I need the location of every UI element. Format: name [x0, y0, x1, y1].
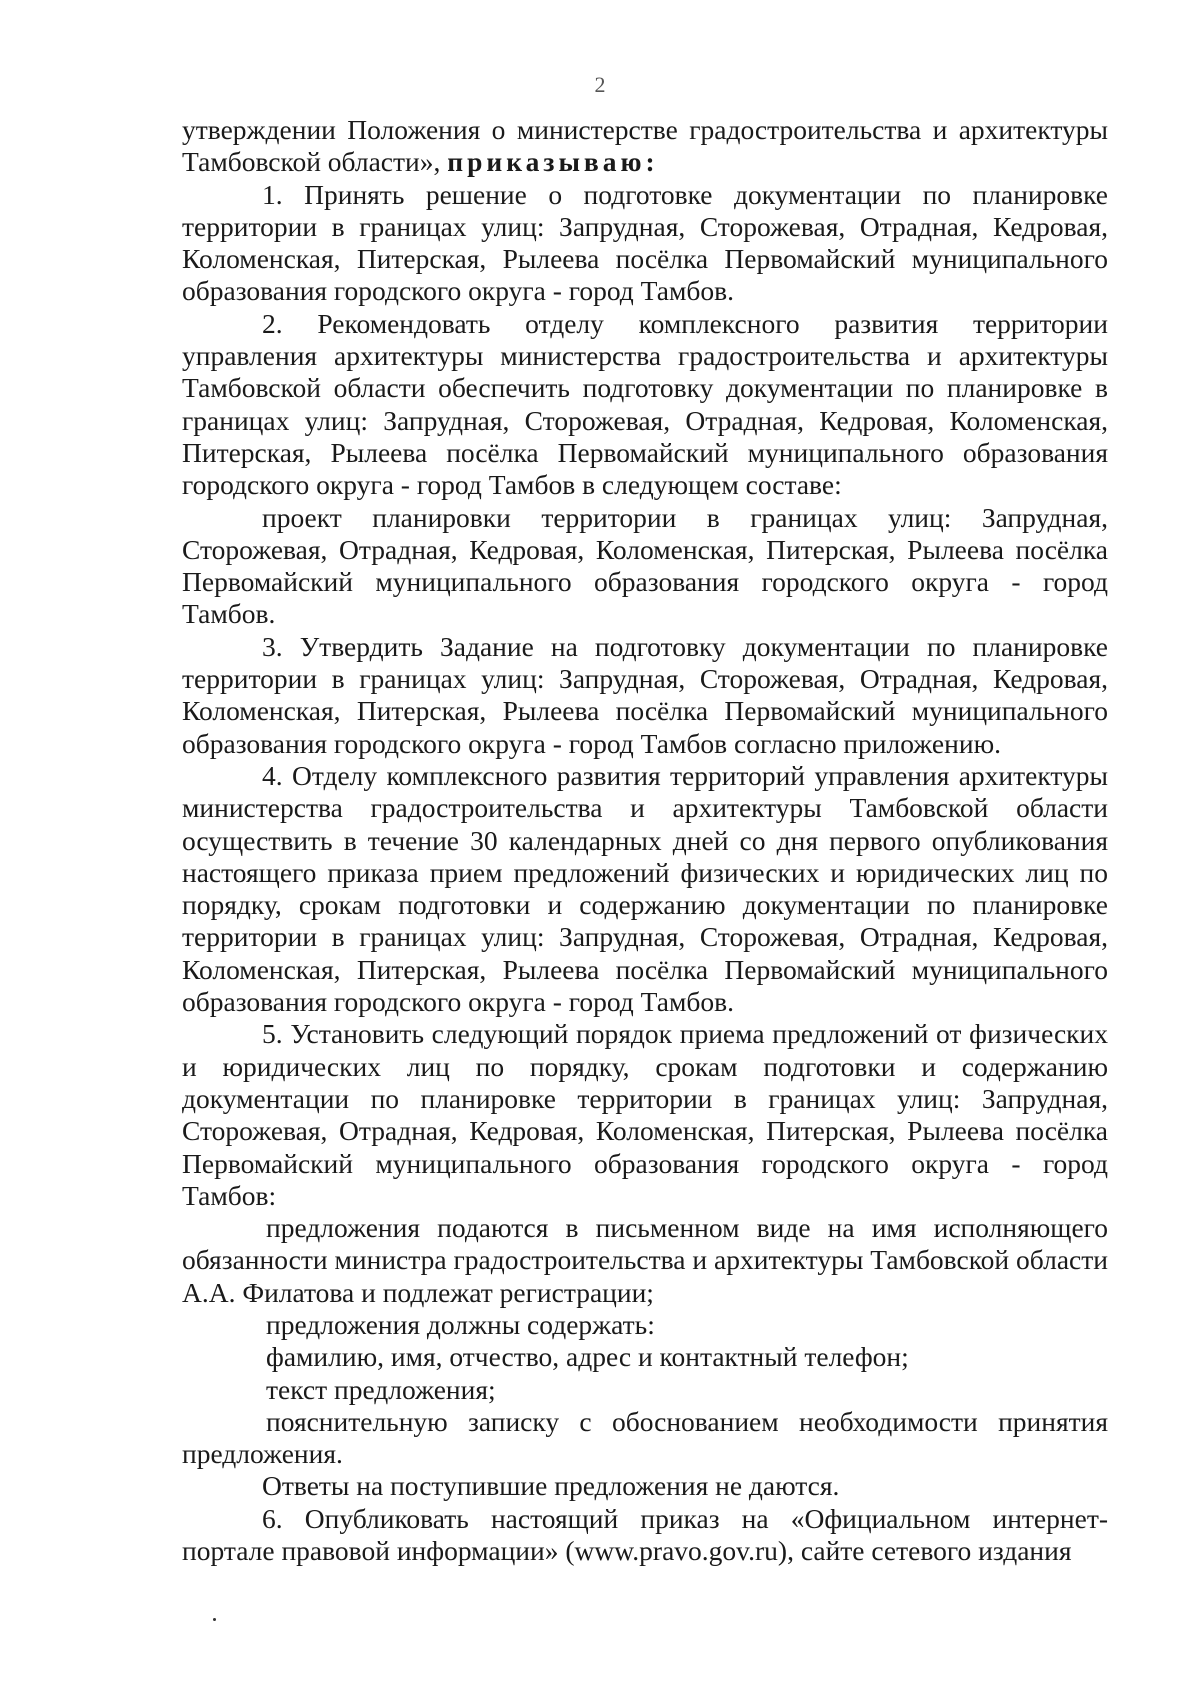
intro-text: утверждении Положения о министерстве градостроительства и архитектуры Тамбовской области»,	[182, 114, 1108, 178]
paragraph-1: 1. Принять решение о подготовке документации по планировке территории в границах улиц: Запрудная, Сторожевая, Отрадная, Кедровая, Коломенская, Питерская, Рылеева посёлка Первомайский муниципального образования городского округа - город Тамбов.	[182, 178, 1108, 307]
paragraph-6: 6. Опубликовать настоящий приказ на «Официальном интернет-портале правовой информации» (www.pravo.gov.ru), сайте сетевого издания	[182, 1502, 1108, 1567]
paragraph-5-contents-text: текст предложения;	[266, 1373, 496, 1405]
scan-dot	[213, 1618, 216, 1621]
page-number: 2	[594, 72, 606, 97]
paragraph-2: 2. Рекомендовать отделу комплексного развития территории управления архитектуры министерства градостроительства и архитектуры Тамбовской области обеспечить подготовку документации по планировке в границах улиц: Запрудная, Сторожевая, Отрадная, Кедровая, Коломенская, Питерская, Рылеева посёлка Первомайский муниципального образования городского округа - город Тамбов в следующем составе:	[182, 307, 1108, 501]
document-body	[182, 114, 1108, 1567]
intro-paragraph	[182, 114, 1108, 179]
order-word: приказываю:	[447, 146, 659, 178]
paragraph-5-submission: предложения подаются в письменном виде на имя исполняющего обязанности министра градостроительства и архитектуры Тамбовской области А.А. Филатова и подлежат регистрации;	[182, 1212, 1108, 1308]
paragraph-5-contents: предложения должны содержать:	[266, 1308, 655, 1340]
paragraph-2-composition: проект планировки территории в границах улиц: Запрудная, Сторожевая, Отрадная, Кедровая, Коломенская, Питерская, Рылеева посёлка Первомайский муниципального образования городского округа - город Тамбов.	[182, 501, 1108, 630]
paragraph-5-responses: Ответы на поступившие предложения не даются.	[262, 1470, 840, 1502]
paragraph-5-contents-note: пояснительную записку с обоснованием необходимости принятия предложения.	[182, 1405, 1108, 1470]
paragraph-4: 4. Отделу комплексного развития территорий управления архитектуры министерства градостроительства и архитектуры Тамбовской области осуществить в течение 30 календарных дней со дня первого опубликования настоящего приказа прием предложений физических и юридических лиц по порядку, срокам подготовки и содержанию документации по планировке территории в границах улиц: Запрудная, Сторожевая, Отрадная, Кедровая, Коломенская, Питерская, Рылеева посёлка Первомайский муниципального образования городского округа - город Тамбов.	[182, 759, 1108, 1018]
paragraph-5: 5. Установить следующий порядок приема предложений от физических и юридических лиц по порядку, срокам подготовки и содержанию документации по планировке территории в границах улиц: Запрудная, Сторожевая, Отрадная, Кедровая, Коломенская, Питерская, Рылеева посёлка Первомайский муниципального образования городского округа - город Тамбов:	[182, 1018, 1108, 1211]
paragraph-3: 3. Утвердить Задание на подготовку документации по планировке территории в границах улиц: Запрудная, Сторожевая, Отрадная, Кедровая, Коломенская, Питерская, Рылеева посёлка Первомайский муниципального образования городского округа - город Тамбов согласно приложению.	[182, 630, 1108, 759]
paragraph-5-contents-name: фамилию, имя, отчество, адрес и контактный телефон;	[266, 1341, 909, 1373]
